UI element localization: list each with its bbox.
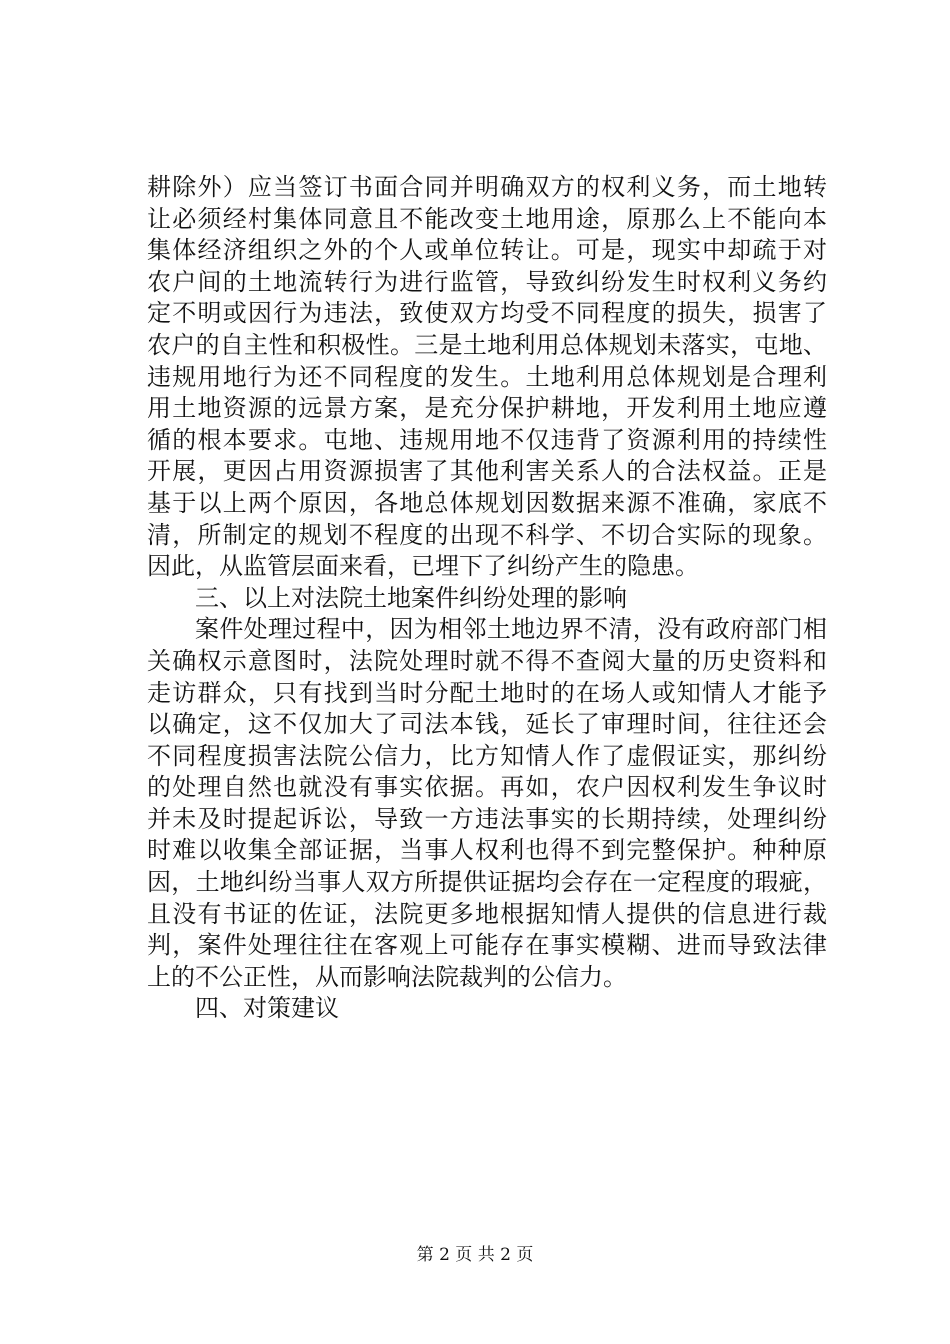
paragraph-line: 基于以上两个原因，各地总体规划因数据来源不准确，家底不 <box>147 488 827 517</box>
paragraph-first-line: 案件处理过程中，因为相邻土地边界不清，没有政府部门相 <box>195 615 827 644</box>
paragraph-line: 因，土地纠纷当事人双方所提供证据均会存在一定程度的瑕疵， <box>147 868 827 897</box>
paragraph-line: 且没有书证的佐证，法院更多地根据知情人提供的信息进行裁 <box>147 899 827 928</box>
paragraph-line: 的处理自然也就没有事实依据。再如，农户因权利发生争议时 <box>147 773 827 802</box>
section-heading-3: 三、以上对法院土地案件纠纷处理的影响 <box>195 583 627 612</box>
paragraph-last-line: 上的不公正性，从而影响法院裁判的公信力。 <box>147 962 627 991</box>
document-body <box>147 172 827 1025</box>
paragraph-line: 判，案件处理往往在客观上可能存在事实模糊、进而导致法律 <box>147 931 827 960</box>
paragraph-line: 循的根本要求。屯地、违规用地不仅违背了资源利用的持续性 <box>147 425 827 454</box>
page-footer: 第 2 页 共 2 页 <box>416 1245 534 1265</box>
paragraph-line: 农户的自主性和积极性。三是土地利用总体规划未落实，屯地、 <box>147 330 827 359</box>
paragraph-line: 并未及时提起诉讼，导致一方违法事实的长期持续，处理纠纷 <box>147 804 827 833</box>
paragraph-line: 清，所制定的规划不程度的出现不科学、不切合实际的现象。 <box>147 520 827 549</box>
paragraph-line: 开展，更因占用资源损害了其他利害关系人的合法权益。正是 <box>147 457 827 486</box>
paragraph-line: 集体经济组织之外的个人或单位转让。可是，现实中却疏于对 <box>147 236 827 265</box>
paragraph-line: 让必须经村集体同意且不能改变土地用途，原那么上不能向本 <box>147 204 827 233</box>
paragraph-line: 耕除外）应当签订书面合同并明确双方的权利义务，而土地转 <box>147 173 827 201</box>
paragraph-line: 不同程度损害法院公信力，比方知情人作了虚假证实，那纠纷 <box>147 741 827 770</box>
section-heading-4: 四、对策建议 <box>195 994 339 1023</box>
paragraph-last-line: 因此，从监管层面来看，已埋下了纠纷产生的隐患。 <box>147 552 699 581</box>
paragraph-line: 定不明或因行为违法，致使双方均受不同程度的损失，损害了 <box>147 299 827 328</box>
paragraph-line: 走访群众，只有找到当时分配土地时的在场人或知情人才能予 <box>147 678 827 707</box>
paragraph-line: 时难以收集全部证据，当事人权利也得不到完整保护。种种原 <box>147 836 827 865</box>
paragraph-line: 违规用地行为还不同程度的发生。土地利用总体规划是合理利 <box>147 362 827 391</box>
paragraph-line: 以确定，这不仅加大了司法本钱，延长了审理时间，往往还会 <box>147 710 827 739</box>
paragraph-line: 关确权示意图时，法院处理时就不得不查阅大量的历史资料和 <box>147 646 827 675</box>
paragraph-line: 用土地资源的远景方案，是充分保护耕地，开发利用土地应遵 <box>147 394 827 423</box>
paragraph-line: 农户间的土地流转行为进行监管，导致纠纷发生时权利义务约 <box>147 267 827 296</box>
